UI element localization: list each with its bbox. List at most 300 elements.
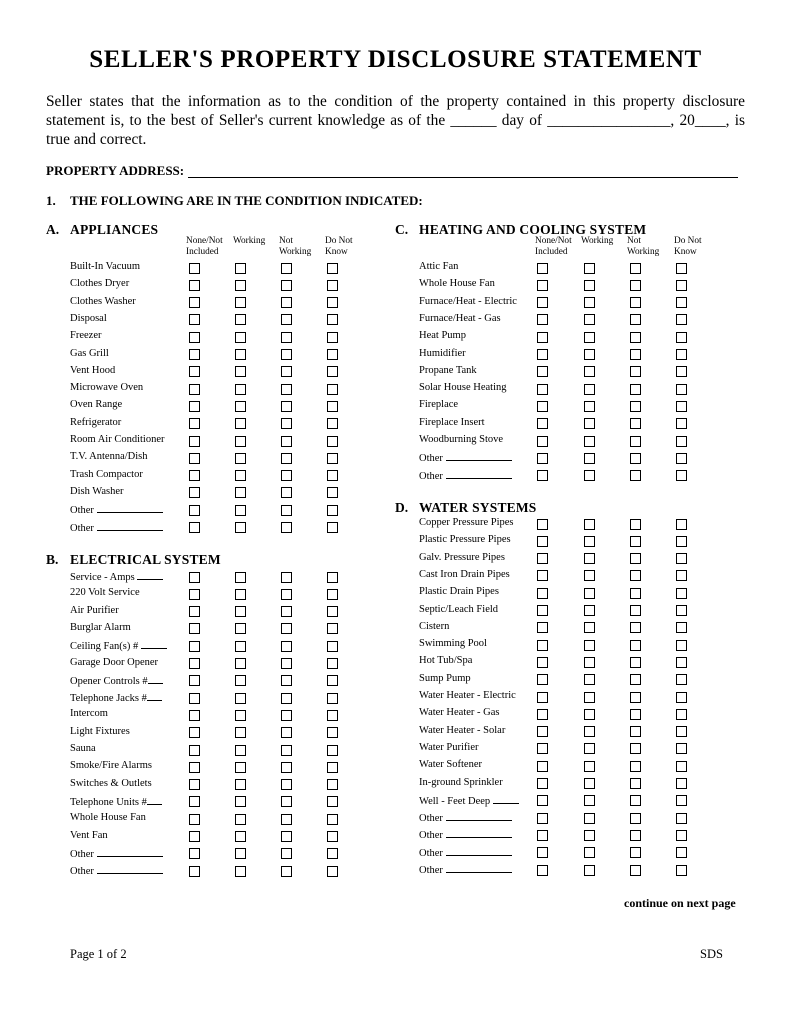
checkbox-none-not-included[interactable] — [537, 813, 548, 824]
item-label-text: Oven Range — [70, 399, 123, 411]
checkbox-do-not-know[interactable] — [676, 280, 687, 291]
checkbox-not-working[interactable] — [281, 762, 292, 773]
checkbox-none-not-included[interactable] — [189, 848, 200, 859]
checkbox-none-not-included[interactable] — [189, 641, 200, 652]
checkbox-not-working[interactable] — [630, 640, 641, 651]
checkbox-none-not-included[interactable] — [537, 418, 548, 429]
checkbox-do-not-know[interactable] — [676, 418, 687, 429]
checkbox-do-not-know[interactable] — [327, 589, 338, 600]
checkbox-working[interactable] — [235, 505, 246, 516]
checkbox-do-not-know[interactable] — [327, 779, 338, 790]
checkbox-not-working[interactable] — [630, 570, 641, 581]
checkbox-do-not-know[interactable] — [327, 606, 338, 617]
checkbox-not-working[interactable] — [281, 349, 292, 360]
checkbox-none-not-included[interactable] — [189, 710, 200, 721]
checkbox-none-not-included[interactable] — [537, 622, 548, 633]
fill-in-blank[interactable] — [147, 795, 162, 805]
checkbox-do-not-know[interactable] — [327, 866, 338, 877]
checkbox-do-not-know[interactable] — [676, 605, 687, 616]
checkbox-working[interactable] — [235, 675, 246, 686]
checkbox-working[interactable] — [235, 745, 246, 756]
checkbox-working[interactable] — [235, 866, 246, 877]
checkbox-do-not-know[interactable] — [327, 796, 338, 807]
checkbox-not-working[interactable] — [630, 453, 641, 464]
checkbox-working[interactable] — [235, 418, 246, 429]
checkbox-not-working[interactable] — [281, 522, 292, 533]
checkbox-none-not-included[interactable] — [189, 522, 200, 533]
checkbox-working[interactable] — [584, 332, 595, 343]
checkbox-none-not-included[interactable] — [537, 778, 548, 789]
property-address-field[interactable] — [188, 177, 738, 178]
checkbox-working[interactable] — [584, 743, 595, 754]
checkbox-working[interactable] — [235, 727, 246, 738]
checkbox-none-not-included[interactable] — [189, 314, 200, 325]
checkbox-working[interactable] — [584, 280, 595, 291]
checkbox-not-working[interactable] — [630, 314, 641, 325]
checkbox-working[interactable] — [584, 605, 595, 616]
checkbox-do-not-know[interactable] — [327, 675, 338, 686]
checkbox-not-working[interactable] — [630, 418, 641, 429]
checkbox-not-working[interactable] — [630, 519, 641, 530]
checkbox-not-working[interactable] — [281, 297, 292, 308]
checkbox-do-not-know[interactable] — [327, 623, 338, 634]
checkbox-do-not-know[interactable] — [676, 349, 687, 360]
checkbox-not-working[interactable] — [630, 401, 641, 412]
checkbox-not-working[interactable] — [630, 436, 641, 447]
checkbox-working[interactable] — [584, 726, 595, 737]
checkbox-not-working[interactable] — [281, 641, 292, 652]
checkbox-do-not-know[interactable] — [676, 865, 687, 876]
checkbox-do-not-know[interactable] — [327, 384, 338, 395]
checkbox-none-not-included[interactable] — [537, 605, 548, 616]
checkbox-none-not-included[interactable] — [189, 606, 200, 617]
checkbox-none-not-included[interactable] — [537, 588, 548, 599]
checkbox-do-not-know[interactable] — [676, 263, 687, 274]
checkbox-working[interactable] — [235, 658, 246, 669]
checkbox-not-working[interactable] — [630, 692, 641, 703]
checkbox-working[interactable] — [235, 606, 246, 617]
checkbox-not-working[interactable] — [281, 866, 292, 877]
fill-in-blank[interactable] — [141, 639, 167, 649]
checkbox-working[interactable] — [235, 572, 246, 583]
checkbox-working[interactable] — [584, 297, 595, 308]
checkbox-do-not-know[interactable] — [327, 658, 338, 669]
checkbox-not-working[interactable] — [281, 779, 292, 790]
checkbox-working[interactable] — [584, 813, 595, 824]
checkbox-not-working[interactable] — [630, 813, 641, 824]
checkbox-none-not-included[interactable] — [537, 761, 548, 772]
month-blank[interactable]: ________________ — [547, 112, 671, 129]
checkbox-working[interactable] — [235, 263, 246, 274]
checkbox-not-working[interactable] — [281, 280, 292, 291]
fill-in-blank[interactable] — [148, 674, 163, 684]
checkbox-do-not-know[interactable] — [676, 674, 687, 685]
checkbox-do-not-know[interactable] — [327, 814, 338, 825]
checkbox-working[interactable] — [584, 536, 595, 547]
checkbox-do-not-know[interactable] — [327, 505, 338, 516]
checkbox-working[interactable] — [584, 436, 595, 447]
checkbox-do-not-know[interactable] — [676, 709, 687, 720]
checkbox-not-working[interactable] — [281, 623, 292, 634]
checkbox-do-not-know[interactable] — [676, 401, 687, 412]
checkbox-not-working[interactable] — [630, 332, 641, 343]
checkbox-working[interactable] — [584, 570, 595, 581]
fill-in-blank[interactable] — [97, 847, 163, 857]
checkbox-none-not-included[interactable] — [537, 297, 548, 308]
fill-in-blank[interactable] — [446, 811, 512, 821]
checkbox-do-not-know[interactable] — [676, 743, 687, 754]
checkbox-none-not-included[interactable] — [537, 865, 548, 876]
checkbox-working[interactable] — [584, 761, 595, 772]
checkbox-none-not-included[interactable] — [537, 263, 548, 274]
fill-in-blank[interactable] — [97, 521, 163, 531]
checkbox-working[interactable] — [584, 349, 595, 360]
checkbox-not-working[interactable] — [630, 709, 641, 720]
checkbox-not-working[interactable] — [281, 487, 292, 498]
checkbox-none-not-included[interactable] — [537, 436, 548, 447]
checkbox-do-not-know[interactable] — [327, 848, 338, 859]
checkbox-do-not-know[interactable] — [327, 418, 338, 429]
item-label — [70, 657, 158, 668]
checkbox-none-not-included[interactable] — [537, 519, 548, 530]
checkbox-none-not-included[interactable] — [537, 332, 548, 343]
checkbox-none-not-included[interactable] — [537, 384, 548, 395]
checkbox-do-not-know[interactable] — [327, 263, 338, 274]
checkbox-none-not-included[interactable] — [189, 658, 200, 669]
checkbox-not-working[interactable] — [630, 761, 641, 772]
checkbox-do-not-know[interactable] — [676, 726, 687, 737]
checkbox-not-working[interactable] — [630, 588, 641, 599]
checkbox-none-not-included[interactable] — [189, 623, 200, 634]
fill-in-blank[interactable] — [446, 451, 512, 461]
checkbox-working[interactable] — [584, 519, 595, 530]
checkbox-working[interactable] — [235, 297, 246, 308]
checkbox-not-working[interactable] — [281, 453, 292, 464]
fill-in-blank[interactable] — [147, 691, 162, 701]
checkbox-do-not-know[interactable] — [676, 332, 687, 343]
year-blank[interactable]: ____ — [694, 112, 726, 129]
checkbox-do-not-know[interactable] — [676, 366, 687, 377]
checkbox-do-not-know[interactable] — [676, 830, 687, 841]
checkbox-none-not-included[interactable] — [537, 847, 548, 858]
checkbox-not-working[interactable] — [281, 589, 292, 600]
checkbox-none-not-included[interactable] — [189, 779, 200, 790]
checkbox-working[interactable] — [235, 349, 246, 360]
checkbox-working[interactable] — [584, 657, 595, 668]
checkbox-not-working[interactable] — [630, 795, 641, 806]
checkbox-not-working[interactable] — [281, 366, 292, 377]
checkbox-do-not-know[interactable] — [327, 366, 338, 377]
checkbox-not-working[interactable] — [630, 280, 641, 291]
checkbox-not-working[interactable] — [281, 263, 292, 274]
checkbox-do-not-know[interactable] — [676, 536, 687, 547]
checkbox-none-not-included[interactable] — [537, 280, 548, 291]
checkbox-do-not-know[interactable] — [676, 622, 687, 633]
checkbox-not-working[interactable] — [630, 743, 641, 754]
checkbox-working[interactable] — [235, 314, 246, 325]
checkbox-do-not-know[interactable] — [676, 813, 687, 824]
item-label-text: Sump Pump — [419, 672, 471, 684]
checkbox-working[interactable] — [235, 814, 246, 825]
checkbox-none-not-included[interactable] — [189, 401, 200, 412]
checkbox-working[interactable] — [235, 366, 246, 377]
checkbox-not-working[interactable] — [281, 675, 292, 686]
checkbox-do-not-know[interactable] — [676, 588, 687, 599]
checkbox-none-not-included[interactable] — [537, 674, 548, 685]
checkbox-none-not-included[interactable] — [189, 349, 200, 360]
checkbox-do-not-know[interactable] — [327, 349, 338, 360]
checkbox-working[interactable] — [235, 522, 246, 533]
checkbox-working[interactable] — [584, 830, 595, 841]
checkbox-not-working[interactable] — [281, 710, 292, 721]
checkbox-working[interactable] — [235, 384, 246, 395]
checkbox-working[interactable] — [235, 401, 246, 412]
checkbox-working[interactable] — [235, 779, 246, 790]
checkbox-working[interactable] — [584, 622, 595, 633]
checkbox-working[interactable] — [235, 762, 246, 773]
checkbox-working[interactable] — [235, 796, 246, 807]
checkbox-not-working[interactable] — [281, 470, 292, 481]
checkbox-do-not-know[interactable] — [327, 280, 338, 291]
checkbox-not-working[interactable] — [281, 848, 292, 859]
fill-in-blank[interactable] — [137, 570, 163, 580]
checkbox-do-not-know[interactable] — [327, 762, 338, 773]
checkbox-none-not-included[interactable] — [537, 640, 548, 651]
checkbox-do-not-know[interactable] — [327, 297, 338, 308]
checkbox-do-not-know[interactable] — [327, 572, 338, 583]
checkbox-working[interactable] — [235, 470, 246, 481]
checkbox-do-not-know[interactable] — [327, 436, 338, 447]
checkbox-not-working[interactable] — [281, 727, 292, 738]
checkbox-working[interactable] — [235, 332, 246, 343]
fill-in-blank[interactable] — [97, 503, 163, 513]
checkbox-do-not-know[interactable] — [327, 401, 338, 412]
checkbox-not-working[interactable] — [630, 778, 641, 789]
checkbox-working[interactable] — [584, 847, 595, 858]
checkbox-do-not-know[interactable] — [327, 470, 338, 481]
checkbox-do-not-know[interactable] — [327, 487, 338, 498]
checkbox-none-not-included[interactable] — [537, 470, 548, 481]
item-label-text: Heat Pump — [419, 330, 466, 342]
checkbox-not-working[interactable] — [630, 384, 641, 395]
checkbox-none-not-included[interactable] — [537, 795, 548, 806]
checkbox-working[interactable] — [235, 623, 246, 634]
checkbox-do-not-know[interactable] — [327, 745, 338, 756]
checkbox-working[interactable] — [584, 553, 595, 564]
checkbox-none-not-included[interactable] — [189, 589, 200, 600]
checkbox-do-not-know[interactable] — [676, 384, 687, 395]
checkbox-working[interactable] — [584, 314, 595, 325]
checkbox-not-working[interactable] — [281, 831, 292, 842]
checkbox-none-not-included[interactable] — [189, 505, 200, 516]
checkbox-none-not-included[interactable] — [189, 796, 200, 807]
checkbox-do-not-know[interactable] — [676, 553, 687, 564]
checkbox-not-working[interactable] — [281, 745, 292, 756]
checkbox-working[interactable] — [235, 693, 246, 704]
checkbox-not-working[interactable] — [630, 366, 641, 377]
checkbox-none-not-included[interactable] — [537, 692, 548, 703]
checkbox-working[interactable] — [584, 470, 595, 481]
checkbox-working[interactable] — [584, 692, 595, 703]
checkbox-do-not-know[interactable] — [676, 470, 687, 481]
checkbox-working[interactable] — [235, 436, 246, 447]
checkbox-none-not-included[interactable] — [537, 709, 548, 720]
checkbox-none-not-included[interactable] — [189, 453, 200, 464]
checkbox-none-not-included[interactable] — [189, 263, 200, 274]
day-blank[interactable]: ______ — [450, 112, 497, 129]
checkbox-do-not-know[interactable] — [327, 332, 338, 343]
checkbox-do-not-know[interactable] — [676, 795, 687, 806]
checkbox-none-not-included[interactable] — [189, 831, 200, 842]
checkbox-none-not-included[interactable] — [189, 762, 200, 773]
checkbox-none-not-included[interactable] — [537, 314, 548, 325]
checkbox-working[interactable] — [584, 263, 595, 274]
checkbox-none-not-included[interactable] — [189, 727, 200, 738]
checkbox-none-not-included[interactable] — [189, 866, 200, 877]
checkbox-not-working[interactable] — [630, 349, 641, 360]
checkbox-not-working[interactable] — [281, 384, 292, 395]
checkbox-do-not-know[interactable] — [327, 727, 338, 738]
checkbox-do-not-know[interactable] — [327, 693, 338, 704]
checkbox-none-not-included[interactable] — [537, 349, 548, 360]
checkbox-not-working[interactable] — [630, 674, 641, 685]
checkbox-working[interactable] — [235, 831, 246, 842]
checkbox-do-not-know[interactable] — [676, 297, 687, 308]
checkbox-none-not-included[interactable] — [189, 693, 200, 704]
checkbox-working[interactable] — [584, 640, 595, 651]
item-label — [70, 743, 96, 754]
checkbox-do-not-know[interactable] — [676, 519, 687, 530]
checkbox-working[interactable] — [235, 280, 246, 291]
checkbox-working[interactable] — [235, 453, 246, 464]
checkbox-not-working[interactable] — [281, 332, 292, 343]
checkbox-none-not-included[interactable] — [189, 280, 200, 291]
checkbox-none-not-included[interactable] — [189, 436, 200, 447]
checkbox-not-working[interactable] — [281, 505, 292, 516]
checkbox-do-not-know[interactable] — [327, 453, 338, 464]
checkbox-do-not-know[interactable] — [676, 657, 687, 668]
checkbox-do-not-know[interactable] — [676, 778, 687, 789]
checkbox-working[interactable] — [235, 641, 246, 652]
fill-in-blank[interactable] — [446, 469, 512, 479]
checkbox-working[interactable] — [584, 674, 595, 685]
checkbox-none-not-included[interactable] — [189, 487, 200, 498]
fill-in-blank[interactable] — [97, 864, 163, 874]
checkbox-not-working[interactable] — [281, 796, 292, 807]
checkbox-working[interactable] — [235, 589, 246, 600]
checkbox-not-working[interactable] — [281, 418, 292, 429]
fill-in-blank[interactable] — [446, 828, 512, 838]
checkbox-not-working[interactable] — [281, 606, 292, 617]
checkbox-do-not-know[interactable] — [676, 847, 687, 858]
checkbox-working[interactable] — [235, 848, 246, 859]
checkbox-working[interactable] — [584, 384, 595, 395]
checkbox-working[interactable] — [584, 401, 595, 412]
checkbox-not-working[interactable] — [281, 658, 292, 669]
checkbox-not-working[interactable] — [281, 814, 292, 825]
checkbox-none-not-included[interactable] — [189, 814, 200, 825]
fill-in-blank[interactable] — [493, 794, 519, 804]
checkbox-working[interactable] — [235, 487, 246, 498]
checkbox-working[interactable] — [584, 709, 595, 720]
checkbox-do-not-know[interactable] — [327, 314, 338, 325]
checkbox-do-not-know[interactable] — [676, 314, 687, 325]
checkbox-do-not-know[interactable] — [327, 710, 338, 721]
checkbox-not-working[interactable] — [630, 263, 641, 274]
checkbox-do-not-know[interactable] — [676, 453, 687, 464]
checkbox-not-working[interactable] — [630, 847, 641, 858]
item-label-text: Dish Washer — [70, 485, 124, 497]
checkbox-working[interactable] — [584, 453, 595, 464]
checkbox-none-not-included[interactable] — [537, 553, 548, 564]
checkbox-none-not-included[interactable] — [537, 536, 548, 547]
checkbox-none-not-included[interactable] — [189, 745, 200, 756]
checkbox-none-not-included[interactable] — [537, 570, 548, 581]
checkbox-not-working[interactable] — [630, 605, 641, 616]
checkbox-do-not-know[interactable] — [676, 692, 687, 703]
checkbox-working[interactable] — [235, 710, 246, 721]
checkbox-none-not-included[interactable] — [537, 726, 548, 737]
checkbox-not-working[interactable] — [281, 572, 292, 583]
checkbox-working[interactable] — [584, 795, 595, 806]
checkbox-not-working[interactable] — [281, 436, 292, 447]
checkbox-not-working[interactable] — [630, 553, 641, 564]
checkbox-none-not-included[interactable] — [189, 366, 200, 377]
item-label — [419, 621, 449, 632]
checkbox-not-working[interactable] — [630, 622, 641, 633]
checkbox-none-not-included[interactable] — [537, 401, 548, 412]
checkbox-not-working[interactable] — [281, 693, 292, 704]
checkbox-do-not-know[interactable] — [327, 831, 338, 842]
checkbox-working[interactable] — [584, 366, 595, 377]
checkbox-none-not-included[interactable] — [537, 830, 548, 841]
checkbox-none-not-included[interactable] — [189, 675, 200, 686]
checkbox-working[interactable] — [584, 865, 595, 876]
document-title: SELLER'S PROPERTY DISCLOSURE STATEMENT — [89, 46, 702, 73]
fill-in-blank[interactable] — [446, 863, 512, 873]
checkbox-do-not-know[interactable] — [676, 640, 687, 651]
checkbox-not-working[interactable] — [281, 401, 292, 412]
checkbox-none-not-included[interactable] — [537, 657, 548, 668]
checkbox-do-not-know[interactable] — [327, 641, 338, 652]
checkbox-do-not-know[interactable] — [327, 522, 338, 533]
checkbox-none-not-included[interactable] — [189, 384, 200, 395]
checkbox-do-not-know[interactable] — [676, 570, 687, 581]
checkbox-working[interactable] — [584, 778, 595, 789]
checkbox-not-working[interactable] — [630, 470, 641, 481]
checkbox-working[interactable] — [584, 588, 595, 599]
checkbox-none-not-included[interactable] — [537, 366, 548, 377]
checkbox-do-not-know[interactable] — [676, 761, 687, 772]
checkbox-none-not-included[interactable] — [189, 572, 200, 583]
checkbox-not-working[interactable] — [630, 536, 641, 547]
checkbox-none-not-included[interactable] — [537, 453, 548, 464]
fill-in-blank[interactable] — [446, 846, 512, 856]
checkbox-not-working[interactable] — [281, 314, 292, 325]
checkbox-do-not-know[interactable] — [676, 436, 687, 447]
checkbox-working[interactable] — [584, 418, 595, 429]
checkbox-none-not-included[interactable] — [189, 470, 200, 481]
checkbox-none-not-included[interactable] — [537, 743, 548, 754]
checkbox-not-working[interactable] — [630, 726, 641, 737]
checkbox-none-not-included[interactable] — [189, 418, 200, 429]
checkbox-none-not-included[interactable] — [189, 332, 200, 343]
checkbox-none-not-included[interactable] — [189, 297, 200, 308]
checkbox-not-working[interactable] — [630, 297, 641, 308]
checkbox-not-working[interactable] — [630, 865, 641, 876]
checkbox-not-working[interactable] — [630, 830, 641, 841]
checkbox-not-working[interactable] — [630, 657, 641, 668]
